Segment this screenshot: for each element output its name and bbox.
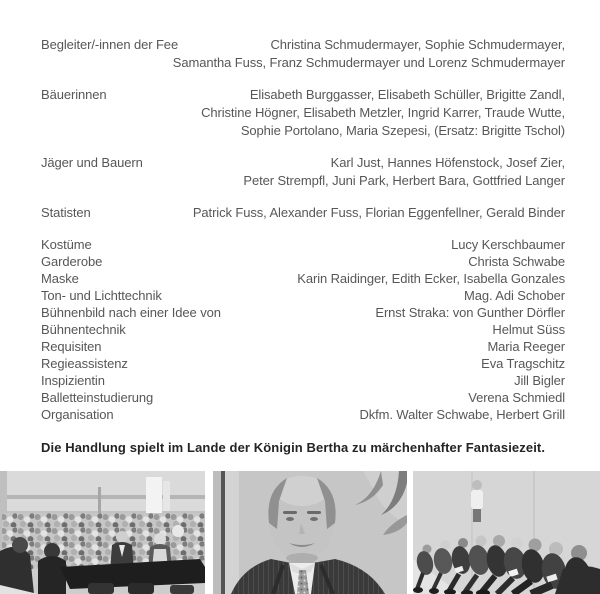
credit-value: Karin Raidinger, Edith Ecker, Isabella Gonzales [297,271,565,286]
credit-label: Requisiten [41,339,102,354]
credits-text-block [41,36,565,456]
credit-label: Garderobe [41,254,103,269]
credit-row-kostueme [41,236,565,253]
credit-label: Kostüme [41,237,92,252]
credit-label: Balletteinstudierung [41,390,154,405]
cast-names-line: Christina Schmudermayer, Sophie Schmudermayer, [270,37,565,52]
credit-row-garderobe [41,253,565,270]
cast-names-line: Sophie Portolano, Maria Szepesi, (Ersatz: Brigitte Tschol) [240,123,565,138]
credit-row-balletteinstudierung [41,389,565,406]
role-label: Jäger und Bauern [41,155,143,170]
credit-value: Verena Schmiedl [468,390,565,405]
cast-names [41,86,565,140]
credit-row-buehnenbild [41,304,565,321]
credit-value: Eva Tragschitz [481,356,565,371]
cast-row-statisten [41,204,565,222]
cast-names [41,204,565,222]
credit-value: Lucy Kerschbaumer [451,237,565,252]
credit-row-ton-licht [41,287,565,304]
credit-row-inspizientin [41,372,565,389]
credit-label: Bühnentechnik [41,322,126,337]
cast-row-jaeger-und-bauern [41,154,565,190]
photo-strip [0,471,600,594]
cast-names-line: Patrick Fuss, Alexander Fuss, Florian Eggenfellner, Gerald Binder [192,205,565,220]
cast-names-line: Christine Högner, Elisabeth Metzler, Ingrid Karrer, Traude Wutte, [201,105,565,120]
cast-row-baeuerinnen [41,86,565,140]
photo-gap [205,471,213,594]
credit-label: Bühnenbild nach einer Idee von [41,305,221,320]
photo-audience-hall [0,471,205,594]
cast-names-line: Samantha Fuss, Franz Schmudermayer und Lorenz Schmudermayer [172,55,565,70]
credit-value: Helmut Süss [492,322,565,337]
credit-value: Ernst Straka: von Gunther Dörfler [375,305,565,320]
role-label: Statisten [41,205,91,220]
credit-value: Jill Bigler [514,373,565,388]
credit-label: Ton- und Lichttechnik [41,288,162,303]
credit-value: Mag. Adi Schober [463,288,565,303]
credit-label: Regieassistenz [41,356,128,371]
credit-row-regieassistenz [41,355,565,372]
credit-value: Maria Reeger [487,339,565,354]
credit-row-maske [41,270,565,287]
credit-value: Christa Schwabe [468,254,565,269]
cast-names-line: Peter Strempfl, Juni Park, Herbert Bara, Gottfried Langer [243,173,565,188]
role-label: Begleiter/-innen der Fee [41,37,179,52]
credit-label: Maske [41,271,79,286]
production-credits [41,236,565,423]
cast-names-line: Elisabeth Burggasser, Elisabeth Schüller, Brigitte Zandl, [249,87,565,102]
photo-man-portrait [213,471,407,594]
credit-value: Dkfm. Walter Schwabe, Herbert Grill [359,407,565,422]
photo-audience-rows [413,471,600,594]
credit-row-requisiten [41,338,565,355]
credit-label: Inspizientin [41,373,105,388]
credit-row-buehnentechnik [41,321,565,338]
role-label: Bäuerinnen [41,87,107,102]
cast-names-line: Karl Just, Hannes Höfenstock, Josef Zier, [330,155,565,170]
cast-row-begleiter [41,36,565,72]
credit-row-organisation [41,406,565,423]
credit-label: Organisation [41,407,114,422]
setting-note: Die Handlung spielt im Lande der Königin Bertha zu märchenhafter Fantasiezeit. [41,440,546,455]
